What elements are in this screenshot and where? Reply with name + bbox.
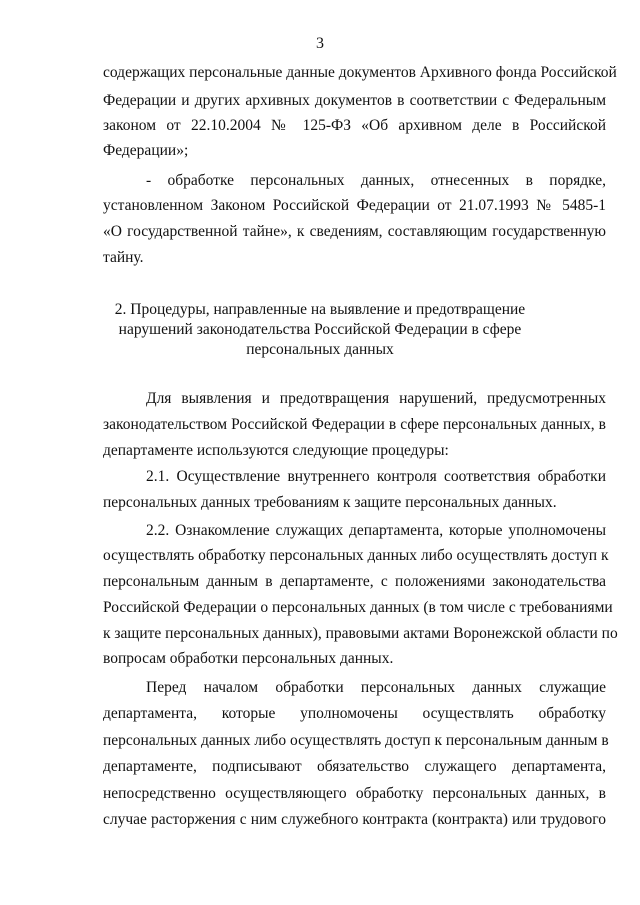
body-line: Российской Федерации о персональных данных (в том числе с требованиями (103, 599, 613, 616)
body-line: Федерации и других архивных документов в соответствии с Федеральным (103, 92, 606, 109)
body-line: «О государственной тайне», к сведениям, составляющим государственную (103, 223, 606, 240)
body-line: содержащих персональные данные документов Архивного фонда Российской (103, 64, 617, 81)
body-line: непосредственно осуществляющего обработку персональных данных, в (103, 785, 606, 802)
body-line: Для выявления и предотвращения нарушений, предусмотренных (146, 390, 606, 407)
body-line: департамента, которые уполномочены осуществлять обработку (103, 705, 606, 722)
body-line: департаменте используются следующие процедуры: (103, 442, 449, 459)
page-number: 3 (316, 35, 324, 52)
section-heading-line: 2. Процедуры, направленные на выявление и предотвращение (114, 301, 526, 318)
body-line: законодательством Российской Федерации в сфере персональных данных, в (103, 416, 606, 433)
body-line: законом от 22.10.2004 № 125-ФЗ «Об архивном деле в Российской (103, 117, 606, 134)
body-line: случае расторжения с ним служебного контракта (контракта) или трудового (103, 811, 606, 828)
body-line: персональных данных либо осуществлять доступ к персональным данным в (103, 732, 609, 749)
section-heading-line: персональных данных (246, 341, 394, 358)
body-line: вопросам обработки персональных данных. (103, 650, 394, 667)
body-line: установленном Законом Российской Федерации от 21.07.1993 № 5485-1 (103, 197, 606, 214)
body-line: 2.2. Ознакомление служащих департамента, которые уполномочены (146, 522, 606, 539)
body-line: осуществлять обработку персональных данных либо осуществлять доступ к (103, 547, 609, 564)
body-line: департаменте, подписывают обязательство служащего департамента, (103, 758, 606, 775)
body-line: персональным данным в департаменте, с положениями законодательства (103, 573, 606, 590)
body-line: персональных данных требованиям к защите персональных данных. (103, 494, 557, 511)
body-line: тайну. (103, 249, 144, 266)
section-heading-line: нарушений законодательства Российской Федерации в сфере (118, 321, 522, 338)
body-line: - обработке персональных данных, отнесенных в порядке, (146, 172, 606, 189)
body-line: 2.1. Осуществление внутреннего контроля соответствия обработки (146, 468, 606, 485)
body-line: к защите персональных данных), правовыми актами Воронежской области по (103, 625, 618, 642)
body-line: Перед началом обработки персональных данных служащие (146, 679, 606, 696)
body-line: Федерации»; (103, 142, 189, 159)
